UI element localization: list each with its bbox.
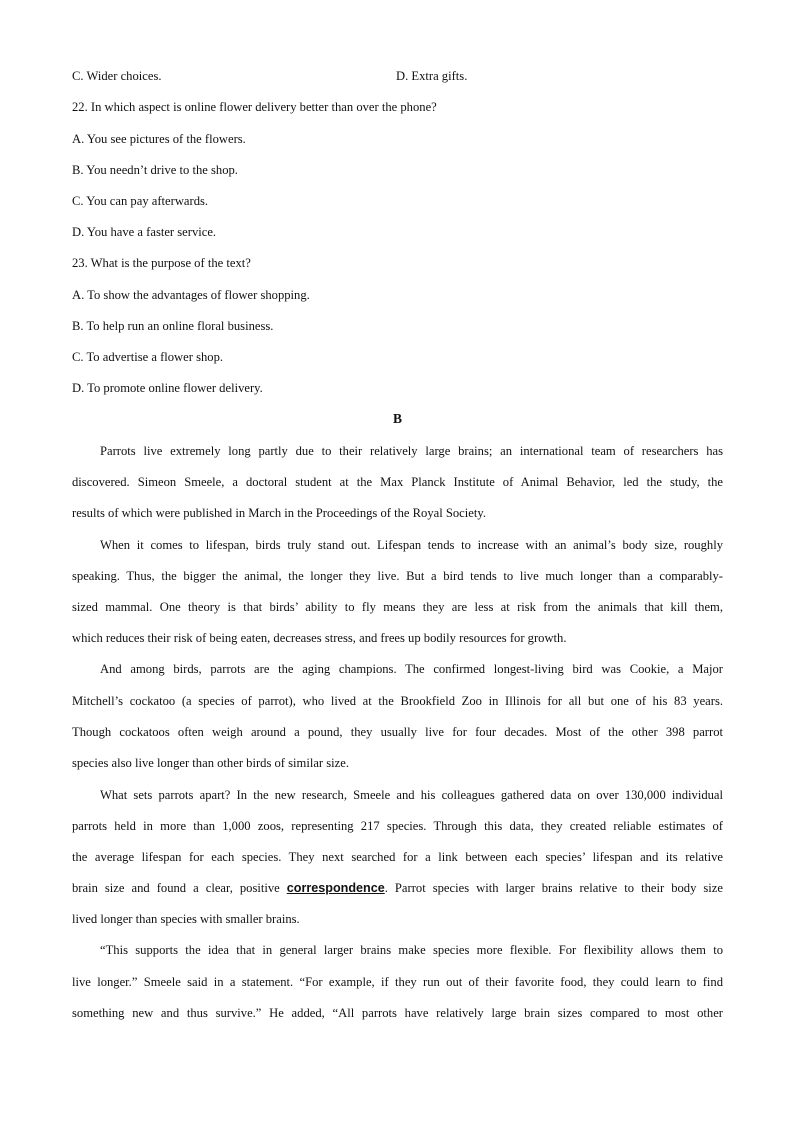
q23-option-c: C. To advertise a flower shop.	[72, 350, 224, 364]
paragraph-line: Parrots live extremely long partly due to their relatively large brains; an international team of researchers has	[100, 444, 723, 458]
keyword-correspondence: correspondence	[286, 881, 385, 895]
q23-option-d: D. To promote online flower delivery.	[72, 381, 263, 395]
paragraph-line: the average lifespan for each species. They next searched for a link between each species’ lifespan and its relative	[72, 850, 723, 864]
paragraph-line: speaking. Thus, the bigger the animal, the longer they live. But a bird tends to live much longer than a comparably-	[72, 569, 723, 583]
paragraph-text: brain size and found a clear, positive	[72, 881, 287, 895]
paragraph-line: discovered. Simeon Smeele, a doctoral student at the Max Planck Institute of Animal Behavior, led the study, the	[72, 475, 723, 489]
paragraph-line: Though cockatoos often weigh around a pound, they usually live for four decades. Most of the other 398 parrot	[72, 725, 723, 739]
section-title: B	[392, 411, 402, 426]
q21-option-c: C. Wider choices.	[72, 69, 162, 83]
paragraph-line: species also live longer than other birds of similar size.	[72, 756, 349, 770]
q22-option-a: A. You see pictures of the flowers.	[72, 132, 246, 146]
paragraph-text: . Parrot species with larger brains relative to their body size	[384, 881, 723, 895]
q22-option-b: B. You needn’t drive to the shop.	[72, 163, 238, 177]
paragraph-line: live longer.” Smeele said in a statement. “For example, if they run out of their favorite food, they could learn to find	[72, 975, 723, 989]
q23-option-a: A. To show the advantages of flower shopping.	[72, 288, 310, 302]
q21-option-d: D. Extra gifts.	[396, 69, 468, 83]
paragraph-line: Mitchell’s cockatoo (a species of parrot), who lived at the Brookfield Zoo in Illinois for all but one of his 83 years.	[72, 694, 723, 708]
paragraph-line: “This supports the idea that in general larger brains make species more flexible. For flexibility allows them to	[100, 943, 723, 957]
paragraph-line: And among birds, parrots are the aging champions. The confirmed longest-living bird was Cookie, a Major	[100, 662, 723, 676]
paragraph-line: What sets parrots apart? In the new research, Smeele and his colleagues gathered data on over 130,000 individual	[100, 788, 723, 802]
paragraph-line: When it comes to lifespan, birds truly stand out. Lifespan tends to increase with an animal’s body size, roughly	[100, 538, 723, 552]
paragraph-line: something new and thus survive.” He added, “All parrots have relatively large brain sizes compared to most other	[72, 1006, 723, 1020]
paragraph-line: results of which were published in March in the Proceedings of the Royal Society.	[72, 506, 486, 520]
q22-question: 22. In which aspect is online flower delivery better than over the phone?	[72, 100, 437, 114]
q23-option-b: B. To help run an online floral business.	[72, 319, 274, 333]
q22-option-d: D. You have a faster service.	[72, 225, 217, 239]
paragraph-line-with-keyword	[72, 880, 723, 896]
paragraph-line: lived longer than species with smaller brains.	[72, 912, 300, 926]
q22-option-c: C. You can pay afterwards.	[72, 194, 209, 208]
paragraph-line: sized mammal. One theory is that birds’ ability to fly means they are less at risk from the animals that kill them,	[72, 600, 723, 614]
paragraph-line: parrots held in more than 1,000 zoos, representing 217 species. Through this data, they created reliable estimates of	[72, 819, 723, 833]
paragraph-line: which reduces their risk of being eaten, decreases stress, and frees up bodily resources for growth.	[72, 631, 567, 645]
q23-question: 23. What is the purpose of the text?	[72, 256, 251, 270]
